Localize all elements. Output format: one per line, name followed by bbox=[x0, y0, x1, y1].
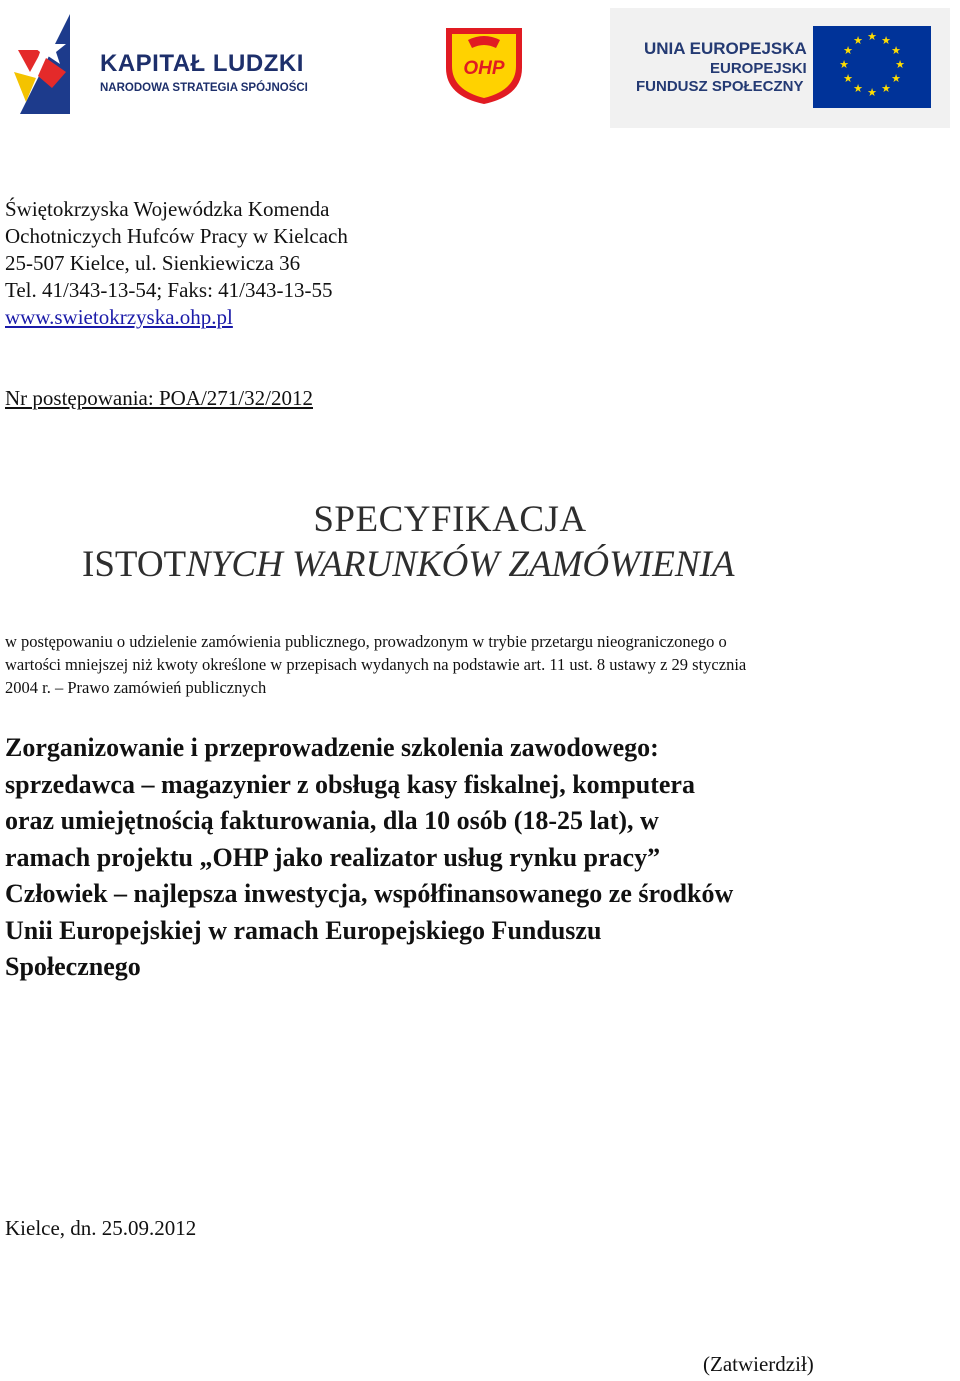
svg-text:★: ★ bbox=[853, 82, 863, 95]
svg-text:★: ★ bbox=[839, 58, 849, 71]
website-link[interactable]: www.swietokrzyska.ohp.pl bbox=[5, 305, 233, 329]
subject-line-7: Społecznego bbox=[5, 952, 141, 981]
document-title-line-1: SPECYFIKACJA bbox=[313, 499, 587, 540]
approval-label: (Zatwierdził) bbox=[703, 1352, 814, 1376]
subject-line-1: Zorganizowanie i przeprowadzenie szkolenia zawodowego: bbox=[5, 733, 659, 762]
svg-text:★: ★ bbox=[895, 58, 905, 71]
svg-text:★: ★ bbox=[867, 86, 877, 99]
svg-text:★: ★ bbox=[881, 34, 891, 47]
intro-line-1: w postępowaniu o udzielenie zamówienia publicznego, prowadzonym w trybie przetargu nieograniczonego o bbox=[5, 632, 727, 651]
document-title-line-2 bbox=[82, 543, 734, 586]
kapital-ludzki-logo bbox=[8, 10, 338, 120]
eu-logo-line2: EUROPEJSKI bbox=[710, 60, 807, 77]
svg-text:★: ★ bbox=[867, 30, 877, 43]
procurement-subject bbox=[5, 730, 935, 986]
subject-line-4: ramach projektu „OHP jako realizator usług rynku pracy” bbox=[5, 842, 661, 872]
address-line-1: Świętokrzyska Wojewódzka Komenda bbox=[5, 197, 330, 221]
address-line-4: Tel. 41/343-13-54; Faks: 41/343-13-55 bbox=[5, 278, 333, 302]
procedure-number: Nr postępowania: POA/271/32/2012 bbox=[5, 386, 313, 410]
svg-text:★: ★ bbox=[843, 72, 853, 85]
subject-line-3: oraz umiejętnością fakturowania, dla 10 osób (18-25 lat), w bbox=[5, 806, 659, 835]
svg-text:★: ★ bbox=[881, 82, 891, 95]
subject-line-6: Unii Europejskiej w ramach Europejskiego Funduszu bbox=[5, 915, 602, 945]
kapital-ludzki-subtitle: NARODOWA STRATEGIA SPÓJNOŚCI bbox=[100, 82, 308, 94]
title-line-2-upright: ISTOT bbox=[82, 544, 187, 585]
address-line-2: Ochotniczych Hufców Pracy w Kielcach bbox=[5, 224, 348, 248]
subject-line-5: Człowiek – najlepsza inwestycja, współfinansowanego ze środków bbox=[5, 879, 734, 908]
intro-paragraph bbox=[5, 630, 925, 699]
svg-text:★: ★ bbox=[891, 72, 901, 85]
eu-logo-line1: UNIA EUROPEJSKA bbox=[644, 39, 807, 58]
svg-text:★: ★ bbox=[853, 34, 863, 47]
svg-text:★: ★ bbox=[843, 44, 853, 57]
ohp-logo-text: OHP bbox=[463, 58, 505, 79]
subject-line-2: sprzedawca – magazynier z obsługą kasy fiskalnej, komputera bbox=[5, 769, 695, 799]
svg-text:★: ★ bbox=[891, 44, 901, 57]
address-line-3: 25-507 Kielce, ul. Sienkiewicza 36 bbox=[5, 251, 301, 275]
eu-flag-icon bbox=[813, 26, 931, 108]
place-and-date: Kielce, dn. 25.09.2012 bbox=[5, 1216, 197, 1240]
intro-line-3: 2004 r. – Prawo zamówień publicznych bbox=[5, 678, 267, 697]
kapital-ludzki-emblem-icon bbox=[8, 10, 88, 120]
title-line-2-italic: NYCH WARUNKÓW ZAMÓWIENIA bbox=[186, 544, 735, 585]
intro-line-2: wartości mniejszej niż kwoty określone w przepisach wydanych na podstawie art. 11 ust. 8 ustawy z 29 stycznia bbox=[5, 655, 747, 674]
eu-social-fund-logo bbox=[610, 8, 950, 128]
kapital-ludzki-title: KAPITAŁ LUDZKI bbox=[100, 50, 304, 77]
ohp-logo bbox=[438, 22, 530, 106]
eu-logo-line3: FUNDUSZ SPOŁECZNY bbox=[636, 78, 804, 95]
address-block bbox=[5, 196, 348, 331]
